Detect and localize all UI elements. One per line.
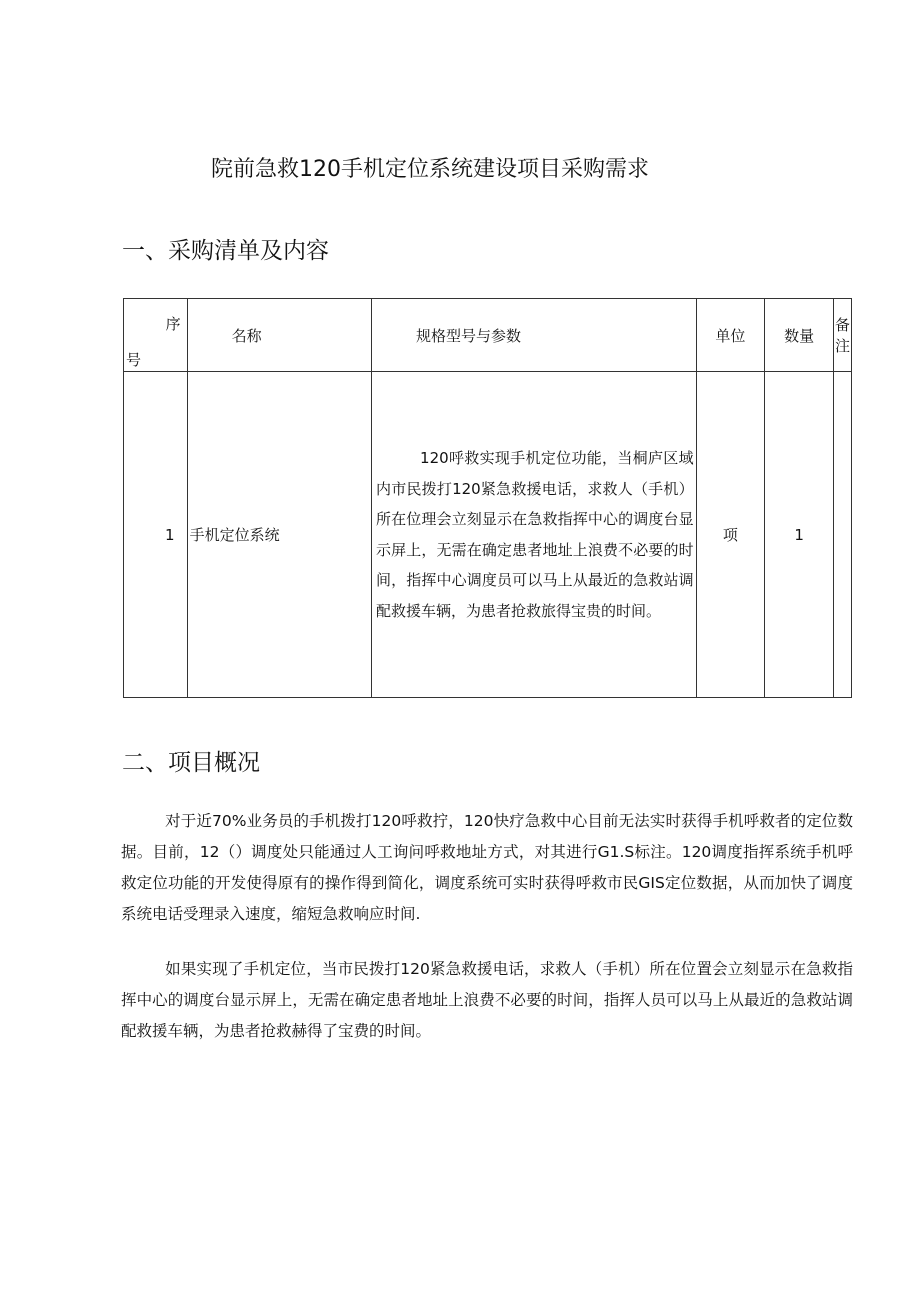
header-name: 名称 (187, 299, 371, 372)
overview-paragraph-1 (121, 806, 853, 930)
cell-unit: 项 (696, 372, 765, 698)
cell-spec-text: 120呼救实现手机定位功能，当桐庐区域内市民拨打120紧急救援电话，求救人（手机）所在位理会立刻显示在急救指挥中心的调度台显示屏上，无需在确定患者地址上浪费不必要的时间，指挥中心调度员可以马上从最近的急救站调配救援车辆，为患者抢救旅得宝贵的时间。 (376, 449, 694, 620)
cell-qty: 1 (765, 372, 834, 698)
header-seq-part2: 号 (126, 351, 142, 369)
header-seq (124, 299, 188, 372)
header-seq-part1: 序 (165, 315, 181, 333)
overview-paragraph-2-text: 如果实现了手机定位，当市民拨打120紧急救援电话，求救人（手机）所在位置会立刻显示在急救指挥中心的调度台显示屏上，无需在确定患者地址上浪费不必要的时间，指挥人员可以马上从最近的急救站调配救援车辆，为患者抢救赫得了宝费的时间。 (121, 960, 853, 1040)
header-qty: 数量 (765, 299, 834, 372)
overview-paragraph-2 (121, 954, 853, 1047)
section-heading-overview: 二、项目概况 (122, 750, 260, 776)
overview-paragraph-1-text: 对于近70%业务员的手机拨打120呼救拧，120快疗急救中心目前无法实时获得手机呼救者的定位数据。目前，12（）调度处只能通过人工询问呼救地址方式，对其进行G1.S标注。120调度指挥系统手机呼救定位功能的开发使得原有的操作得到简化，调度系统可实时获得呼救市民GIS定位数据，从而加快了调度系统电话受理录入速度，缩短急救响应时间. (121, 812, 853, 923)
cell-note (833, 372, 851, 698)
procurement-table (123, 298, 852, 698)
table-row (124, 372, 852, 698)
header-note: 备注 (833, 299, 851, 372)
cell-spec (372, 372, 697, 698)
section-heading-procurement-list: 一、采购清单及内容 (122, 238, 329, 264)
cell-seq: 1 (124, 372, 188, 698)
table-header-row (124, 299, 852, 372)
cell-name: 手机定位系统 (187, 372, 371, 698)
header-spec: 规格型号与参数 (372, 299, 697, 372)
document-title: 院前急救120手机定位系统建设项目采购需求 (211, 157, 649, 182)
header-unit: 单位 (696, 299, 765, 372)
